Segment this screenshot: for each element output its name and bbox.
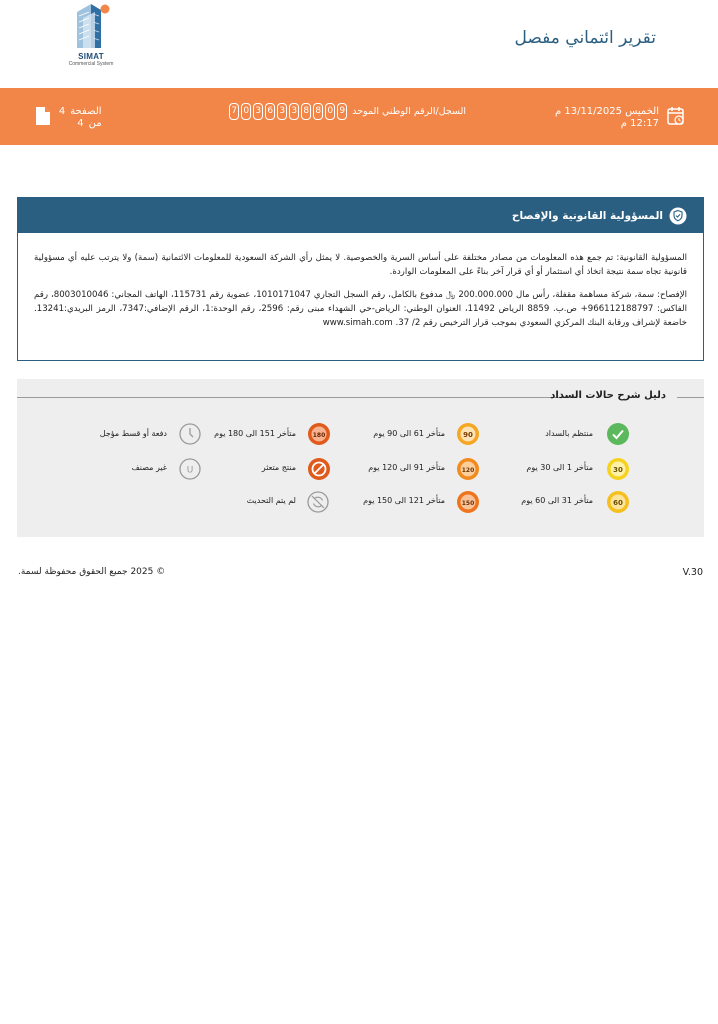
badge-30: 30 [613,466,623,474]
disclosure-text: الإفصاح: سمة، شركة مساهمة مقفلة، رأس مال 200.000.000 ﷼ مدفوع بالكامل، رقم السجل التجاري 1010171047، عضوية رقم 115731، الهاتف المجاني: 8003010046، رقم الفاكس: 966112188797+ ص.ب. 8859 الرياض 11492، العنوان الوطني: الرياض-حي الشهداء مبنى رقم: 2596، رقم الوحدة:1، الرقم الإضافي:7347، الرمز البريدي:13241. خاضعة لإشراف ورقابة البنك المركزي السعودي بموجب قرار الترخيص رقم 2/ 37. www.simah.com [34,290,688,328]
legal-section-body [18,233,703,330]
version-label: V.30 [682,567,703,578]
check-icon [606,422,630,446]
registration-digit: 3 [277,103,287,120]
late-60-icon [606,490,630,514]
badge-150: 150 [461,500,475,507]
badge-60: 60 [613,499,623,507]
status-label-on-time: منتظم بالسداد [545,429,593,438]
unclassified-icon [179,458,201,480]
status-label-unclassified: غير مصنف [131,463,167,472]
registration-number [229,103,466,120]
guide-title: دليل شرح حالات السداد [550,390,666,401]
report-date-value: الخميس 13/11/2025 م [554,106,659,117]
status-label-31-60: متأخر 31 الى 60 يوم [521,496,593,505]
status-label-defaulted: منتج متعثر [261,463,296,472]
registration-digit: 0 [325,103,335,120]
logo-subtitle: Commercial System [68,61,114,67]
shield-check-icon [669,207,687,225]
legal-responsibility-text: المسؤولية القانونية: تم جمع هذه المعلومات من مصادر مختلفة على أساس السرية والخصوصية. لا يمثل رأي الشركة السعودية للمعلومات الائتمانية (سمة) ولا يترتب عليه أي مسؤولية قانونية تجاه سمة نتيجة اتخاذ أي استثمار أو أي قرار آخر بناءً على المعلومات الواردة. [34,253,687,277]
payment-status-guide [17,379,704,537]
late-150-icon [456,490,480,514]
registration-digit: 0 [241,103,251,120]
status-label-deferred: دفعة أو قسط مؤجل [99,429,167,438]
badge-90: 90 [463,431,473,439]
registration-digit: 9 [337,103,347,120]
badge-180: 180 [312,432,326,439]
registration-digit: 8 [313,103,323,120]
building-logo-icon [71,0,111,50]
not-updated-icon [307,491,329,513]
badge-120: 120 [461,467,475,474]
registration-digit: 3 [289,103,299,120]
of-label: من [88,118,102,129]
copyright-text: © 2025 جميع الحقوق محفوظة لسمة. [18,567,166,577]
simat-logo [52,0,130,76]
report-title: تقرير ائتماني مفصل [514,28,656,48]
registration-digit: 7 [229,103,239,120]
page-label: الصفحة [70,106,102,117]
badge-unclassified: U [186,465,194,476]
legal-section-title: المسؤولية القانونية والإفصاح [511,209,663,222]
late-30-icon [606,457,630,481]
page-current: 4 [58,106,66,117]
status-label-151-180: متأخر 151 الى 180 يوم [214,429,296,438]
defaulted-icon [307,457,331,481]
status-label-61-90: متأخر 61 الى 90 يوم [373,429,445,438]
page-indicator [35,106,102,130]
legal-disclosure-section [17,197,704,361]
registration-digit: 6 [265,103,275,120]
deferred-clock-icon [179,423,201,445]
legal-section-header [18,198,703,233]
status-label-1-30: متأخر 1 الى 30 يوم [526,463,593,472]
report-info-bar [0,88,718,145]
late-180-icon [307,422,331,446]
document-icon [35,106,51,126]
late-120-icon [456,457,480,481]
report-date [555,106,685,130]
status-label-not-updated: لم يتم التحديث [246,496,296,505]
status-label-91-120: متأخر 91 الى 120 يوم [368,463,445,472]
logo-name: SIMAT [78,52,104,61]
registration-label: السجل/الرقم الوطني الموحد [352,106,466,117]
calendar-clock-icon [667,106,685,126]
late-90-icon [456,422,480,446]
registration-digit: 8 [301,103,311,120]
page-total: 4 [77,118,84,129]
registration-digits [229,103,347,120]
registration-digit: 3 [253,103,263,120]
status-label-121-150: متأخر 121 الى 150 يوم [363,496,445,505]
report-time-value: 12:17 م [620,118,659,129]
